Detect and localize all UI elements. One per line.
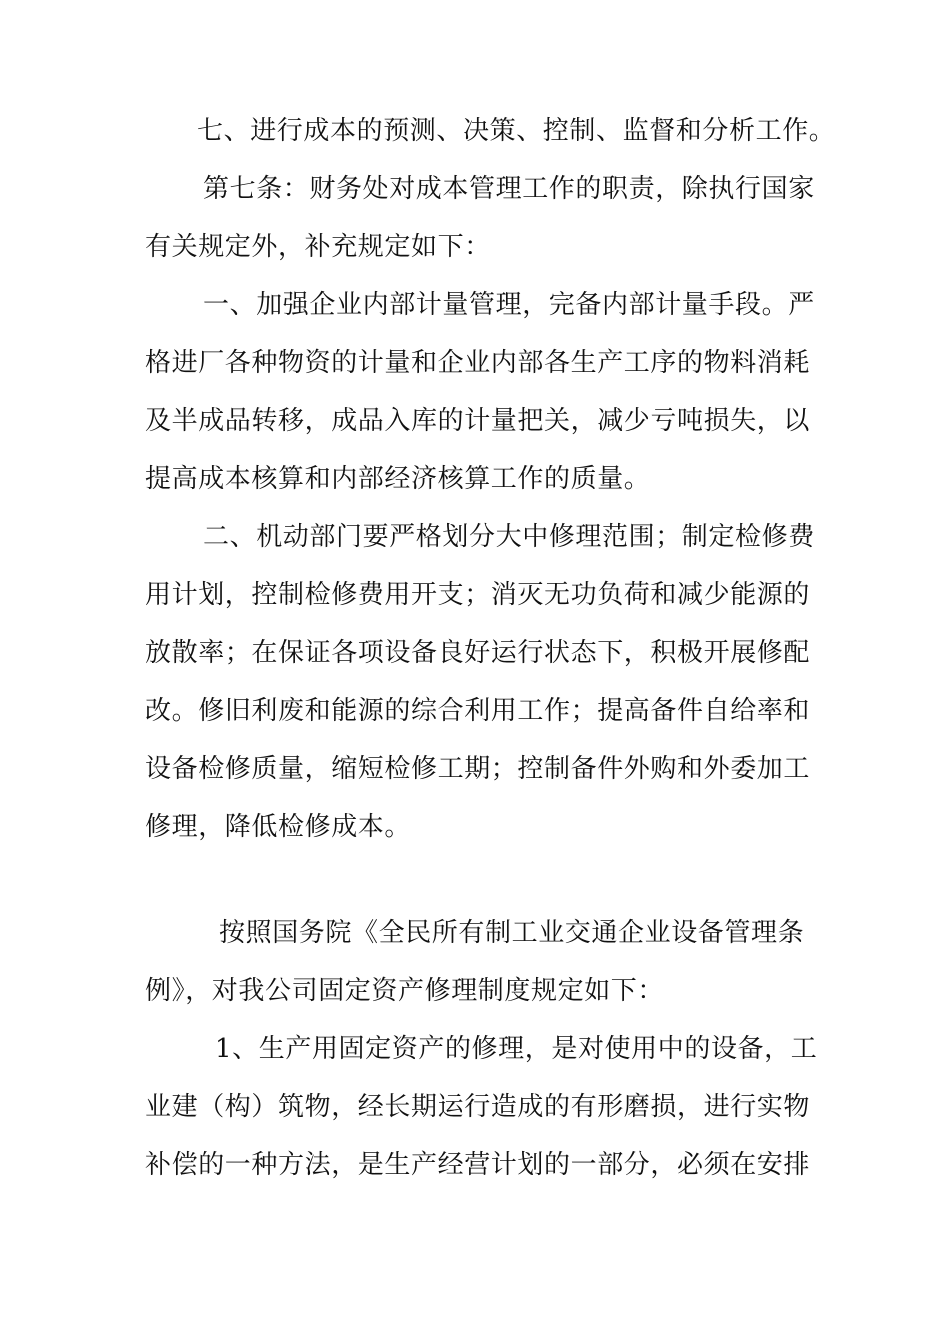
- document-body: [145, 102, 836, 856]
- line-item-13: 修理，降低检修成本。: [145, 812, 412, 842]
- line-item-16: 1、生产用固定资产的修理，是对使用中的设备，工: [215, 1034, 818, 1064]
- line-item-18: 补偿的一种方法，是生产经营计划的一部分，必须在安排: [145, 1150, 811, 1180]
- line-item-10: 放散率；在保证各项设备良好运行状态下，积极开展修配: [145, 638, 811, 668]
- line-item-17: 业建（构）筑物，经长期运行造成的有形磨损，进行实物: [145, 1092, 811, 1122]
- line-item-1: 七、进行成本的预测、决策、控制、监督和分析工作。: [197, 116, 836, 146]
- line-item-2: 第七条：财务处对成本管理工作的职责，除执行国家: [203, 174, 815, 204]
- line-item-8: 二、机动部门要严格划分大中修理范围；制定检修费: [203, 522, 815, 552]
- line-item-7: 提高成本核算和内部经济核算工作的质量。: [145, 464, 651, 494]
- line-item-6: 及半成品转移，成品入库的计量把关，减少亏吨损失，以: [145, 406, 811, 436]
- line-item-11: 改。修旧利废和能源的综合利用工作；提高备件自给率和: [145, 696, 811, 726]
- line-item-14: 按照国务院《全民所有制工业交通企业设备管理条: [219, 918, 805, 948]
- line-item-9: 用计划，控制检修费用开支；消灭无功负荷和减少能源的: [145, 580, 811, 610]
- line-item-4: 一、加强企业内部计量管理，完备内部计量手段。严: [203, 290, 815, 320]
- line-item-5: 格进厂各种物资的计量和企业内部各生产工序的物料消耗: [145, 348, 811, 378]
- line-item-12: 设备检修质量，缩短检修工期；控制备件外购和外委加工: [145, 754, 811, 784]
- document-body-second-section: [145, 904, 818, 1194]
- line-item-15: 例》，对我公司固定资产修理制度规定如下：: [145, 976, 665, 1006]
- line-item-3: 有关规定外，补充规定如下：: [145, 232, 491, 262]
